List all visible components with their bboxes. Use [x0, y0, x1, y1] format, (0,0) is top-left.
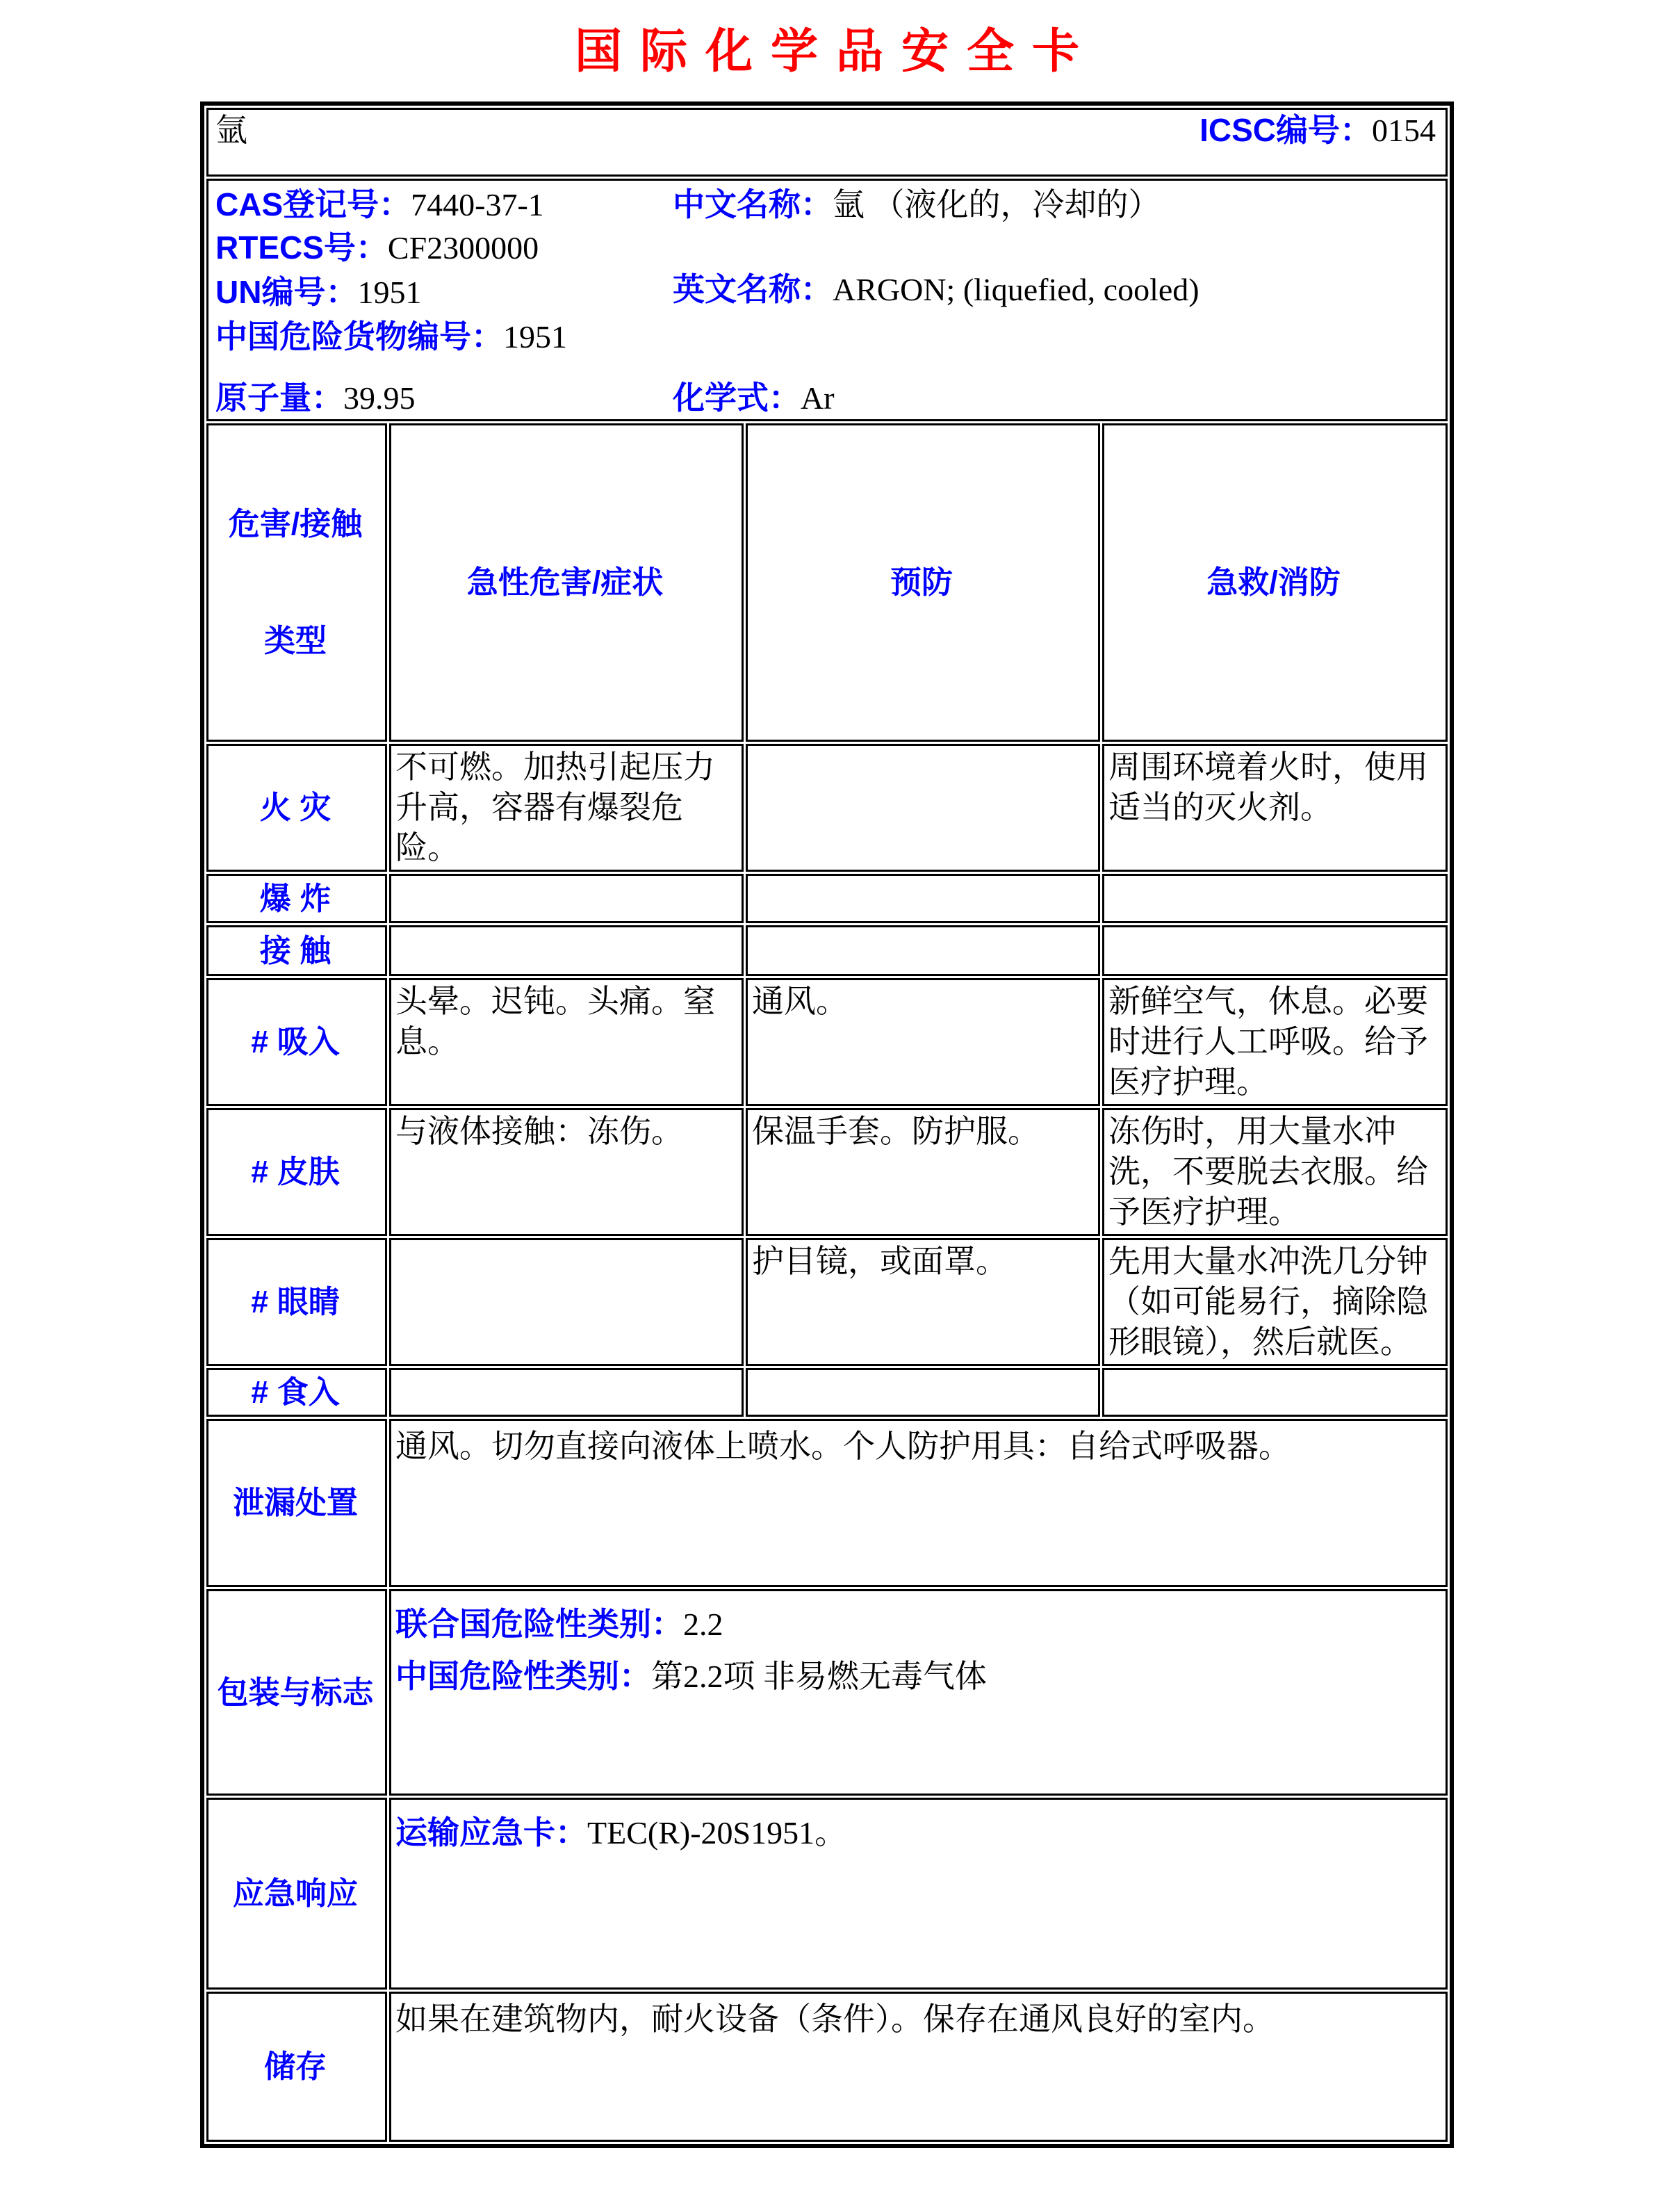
fire-prevention: [746, 744, 1100, 872]
english-name-value: ARGON; (liquefied, cooled): [833, 272, 1199, 307]
hazard-type-explosion: 爆 炸: [206, 874, 387, 923]
fire-first-aid: 周围环境着火时，使用适当的灭火剂。: [1102, 744, 1448, 872]
skin-symptoms: 与液体接触：冻伤。: [389, 1108, 744, 1236]
explosion-prevention: [746, 874, 1100, 923]
substance-cell: [206, 108, 1448, 177]
section-label-spill: 泄漏处置: [206, 1419, 387, 1587]
hazard-row-explosion: [206, 874, 1448, 923]
chinese-name-label: 中文名称：: [673, 186, 833, 222]
hazard-type-ingestion: # 食入: [206, 1368, 387, 1417]
un-hazard-class-value: 2.2: [683, 1607, 723, 1642]
substance-row: [206, 108, 1448, 177]
skin-first-aid: 冻伤时，用大量水冲洗，不要脱去衣服。给予医疗护理。: [1102, 1108, 1448, 1236]
hazard-row-ingestion: [206, 1368, 1448, 1417]
hazard-row-fire: [206, 744, 1448, 872]
un-number-label: UN编号：: [215, 274, 358, 310]
icsc-number-group: [1199, 110, 1436, 151]
rtecs-number-value: CF2300000: [387, 230, 539, 266]
formula-label: 化学式：: [673, 380, 801, 416]
hazard-type-header-line2: 类型: [263, 623, 327, 658]
identification-cell: [206, 179, 1448, 421]
eyes-prevention: 护目镜，或面罩。: [746, 1238, 1100, 1366]
hazard-header-row: [206, 423, 1448, 742]
transport-emergency-card-value: TEC(R)-20S1951。: [587, 1815, 847, 1851]
explosion-first-aid: [1102, 874, 1448, 923]
section-row-emergency: [206, 1798, 1448, 1990]
section-row-spill: [206, 1419, 1448, 1587]
ingestion-first-aid: [1102, 1368, 1448, 1417]
section-content-packaging: [389, 1589, 1448, 1796]
hazard-type-contact: 接 触: [206, 925, 387, 976]
china-hazard-class-label: 中国危险性类别：: [395, 1658, 651, 1694]
hazard-row-skin: [206, 1108, 1448, 1236]
hazard-row-inhalation: [206, 978, 1448, 1106]
contact-first-aid: [1102, 925, 1448, 976]
hazard-type-inhalation: # 吸入: [206, 978, 387, 1106]
skin-prevention: 保温手套。防护服。: [746, 1108, 1100, 1236]
symptoms-header: 急性危害/症状: [389, 423, 744, 742]
atomic-weight-value: 39.95: [343, 380, 416, 416]
ingestion-symptoms: [389, 1368, 744, 1417]
formula-value: Ar: [801, 380, 835, 416]
english-name-label: 英文名称：: [673, 271, 833, 307]
ingestion-prevention: [746, 1368, 1100, 1417]
section-label-emergency: 应急响应: [206, 1798, 387, 1990]
english-name-line: [673, 271, 1199, 308]
cas-number-line: [215, 186, 544, 223]
explosion-symptoms: [389, 874, 744, 923]
section-content-emergency: [389, 1798, 1448, 1990]
china-hazard-class-line: [395, 1656, 1439, 1697]
prevention-header: 预防: [746, 423, 1100, 742]
inhalation-prevention: 通风。: [746, 978, 1100, 1106]
hazard-type-header: [206, 423, 387, 742]
cas-number-value: 7440-37-1: [411, 187, 544, 222]
inhalation-symptoms: 头晕。迟钝。头痛。窒息。: [389, 978, 744, 1106]
icsc-card-table: [200, 101, 1454, 2148]
rtecs-number-line: [215, 229, 539, 266]
icsc-number-value: 0154: [1372, 113, 1436, 148]
chinese-name-value: 氩 （液化的，冷却的）: [833, 187, 1161, 222]
section-row-packaging: [206, 1589, 1448, 1796]
chinese-name-line: [673, 186, 1161, 223]
eyes-symptoms: [389, 1238, 744, 1366]
hazard-type-eyes: # 眼睛: [206, 1238, 387, 1366]
hazard-row-contact: [206, 925, 1448, 976]
section-label-storage: 储存: [206, 1992, 387, 2142]
section-content-spill: 通风。切勿直接向液体上喷水。个人防护用具：自给式呼吸器。: [389, 1419, 1448, 1587]
eyes-first-aid: 先用大量水冲洗几分钟（如可能易行，摘除隐形眼镜），然后就医。: [1102, 1238, 1448, 1366]
hazard-type-header-line1: 危害/接触: [228, 506, 363, 542]
fire-symptoms: 不可燃。加热引起压力升高，容器有爆裂危险。: [389, 744, 744, 872]
inhalation-first-aid: 新鲜空气，休息。必要时进行人工呼吸。给予医疗护理。: [1102, 978, 1448, 1106]
atomic-weight-label: 原子量：: [215, 380, 343, 416]
section-label-packaging: 包装与标志: [206, 1589, 387, 1796]
substance-name-row: [208, 110, 1446, 151]
hazard-row-eyes: [206, 1238, 1448, 1366]
section-row-storage: [206, 1992, 1448, 2142]
transport-emergency-card-label: 运输应急卡：: [395, 1814, 587, 1851]
hazard-type-skin: # 皮肤: [206, 1108, 387, 1236]
first-aid-header: 急救/消防: [1102, 423, 1448, 742]
substance-name: 氩: [215, 112, 247, 148]
china-hazard-class-value: 第2.2项 非易燃无毒气体: [651, 1659, 987, 1694]
formula-line: [673, 380, 835, 416]
identification-row: [206, 179, 1448, 421]
un-hazard-class-line: [395, 1604, 1439, 1645]
atomic-weight-line: [215, 380, 416, 416]
china-dg-number-label: 中国危险货物编号：: [215, 318, 503, 355]
contact-symptoms: [389, 925, 744, 976]
un-number-value: 1951: [357, 275, 422, 310]
page-title: 国际化学品安全卡: [574, 25, 1097, 78]
un-number-line: [215, 274, 421, 311]
un-hazard-class-label: 联合国危险性类别：: [395, 1606, 683, 1642]
icsc-number-label: ICSC编号：: [1199, 112, 1373, 148]
section-content-storage: 如果在建筑物内，耐火设备（条件）。保存在通风良好的室内。: [389, 1992, 1448, 2142]
cas-number-label: CAS登记号：: [215, 186, 411, 222]
china-dg-number-value: 1951: [503, 319, 567, 355]
rtecs-number-label: RTECS号：: [215, 229, 388, 266]
hazard-type-fire: 火 灾: [206, 744, 387, 872]
transport-emergency-card-line: [395, 1812, 1439, 1853]
contact-prevention: [746, 925, 1100, 976]
china-dg-number-line: [215, 318, 567, 355]
